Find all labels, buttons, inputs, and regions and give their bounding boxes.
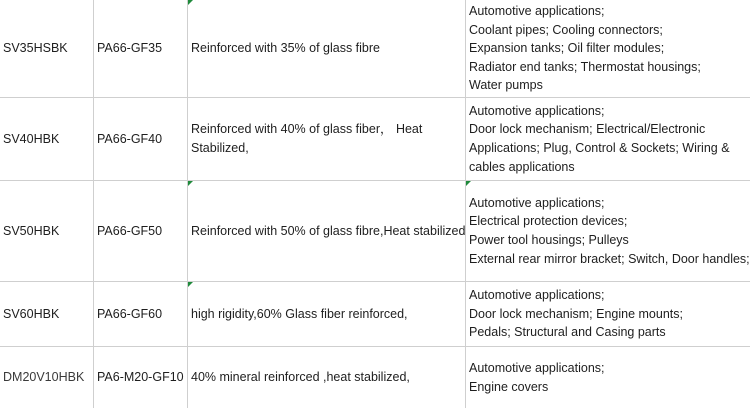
cell-material[interactable]: PA6-M20-GF10 xyxy=(94,347,188,408)
comment-indicator-icon xyxy=(188,282,193,287)
cell-applications[interactable] xyxy=(466,347,750,408)
table-row xyxy=(0,347,750,408)
comment-indicator-icon xyxy=(188,181,193,186)
application-line: Coolant pipes; Cooling connectors; xyxy=(469,22,663,37)
cell-material[interactable]: PA66-GF35 xyxy=(94,0,188,97)
cell-product-code[interactable]: SV50HBK xyxy=(0,181,94,281)
cell-description[interactable] xyxy=(188,0,466,97)
cell-description[interactable] xyxy=(188,347,466,408)
cell-product-code[interactable]: SV60HBK xyxy=(0,282,94,346)
application-line: Pedals; Structural and Casing parts xyxy=(469,325,666,340)
comment-indicator-icon xyxy=(466,181,471,186)
application-line: Door lock mechanism; Engine mounts; xyxy=(469,306,683,321)
cell-material[interactable]: PA66-GF50 xyxy=(94,181,188,281)
cell-product-code[interactable]: SV35HSBK xyxy=(0,0,94,97)
application-line: cables applications xyxy=(469,159,575,174)
description-line: Stabilized, xyxy=(191,141,249,155)
application-line: Expansion tanks; Oil filter modules; xyxy=(469,41,665,56)
application-line: Electrical protection devices; xyxy=(469,214,628,229)
cell-material[interactable]: PA66-GF60 xyxy=(94,282,188,346)
application-line: External rear mirror bracket; Switch, Door handles; xyxy=(469,251,750,266)
cell-product-code[interactable]: DM20V10HBK xyxy=(0,347,94,408)
description-text: Reinforced with 35% of glass fibre xyxy=(191,41,380,56)
table-row xyxy=(0,282,750,347)
description-text: 40% mineral reinforced ,heat stabilized, xyxy=(191,370,410,385)
application-line: Automotive applications; xyxy=(469,4,605,19)
application-line: Automotive applications; xyxy=(469,288,605,303)
cell-applications[interactable] xyxy=(466,98,750,180)
description-text: Reinforced with 50% of glass fibre,Heat stabilized xyxy=(191,223,466,238)
application-line: Door lock mechanism; Electrical/Electronic xyxy=(469,122,706,137)
table-row xyxy=(0,98,750,181)
cell-material[interactable]: PA66-GF40 xyxy=(94,98,188,180)
application-line: Engine covers xyxy=(469,379,549,394)
cell-description[interactable] xyxy=(188,98,466,180)
description-text: high rigidity,60% Glass fiber reinforced, xyxy=(191,306,408,321)
cell-product-code[interactable]: SV40HBK xyxy=(0,98,94,180)
application-line: Water pumps xyxy=(469,78,543,93)
cell-applications[interactable] xyxy=(466,0,750,97)
application-line: Automotive applications; xyxy=(469,360,605,375)
table-row xyxy=(0,0,750,98)
description-line: Reinforced with 40% of glass fiber， Heat xyxy=(191,122,423,137)
comment-indicator-icon xyxy=(188,0,193,5)
table-row xyxy=(0,181,750,282)
application-line: Power tool housings; Pulleys xyxy=(469,233,629,247)
application-line: Automotive applications; xyxy=(469,103,605,118)
cell-description[interactable] xyxy=(188,282,466,346)
application-line: Automotive applications; xyxy=(469,195,605,210)
cell-description[interactable] xyxy=(188,181,466,281)
cell-applications[interactable] xyxy=(466,282,750,346)
application-line: Applications; Plug, Control & Sockets; Wiring & xyxy=(469,141,730,155)
application-line: Radiator end tanks; Thermostat housings; xyxy=(469,59,701,74)
cell-applications[interactable] xyxy=(466,181,750,281)
